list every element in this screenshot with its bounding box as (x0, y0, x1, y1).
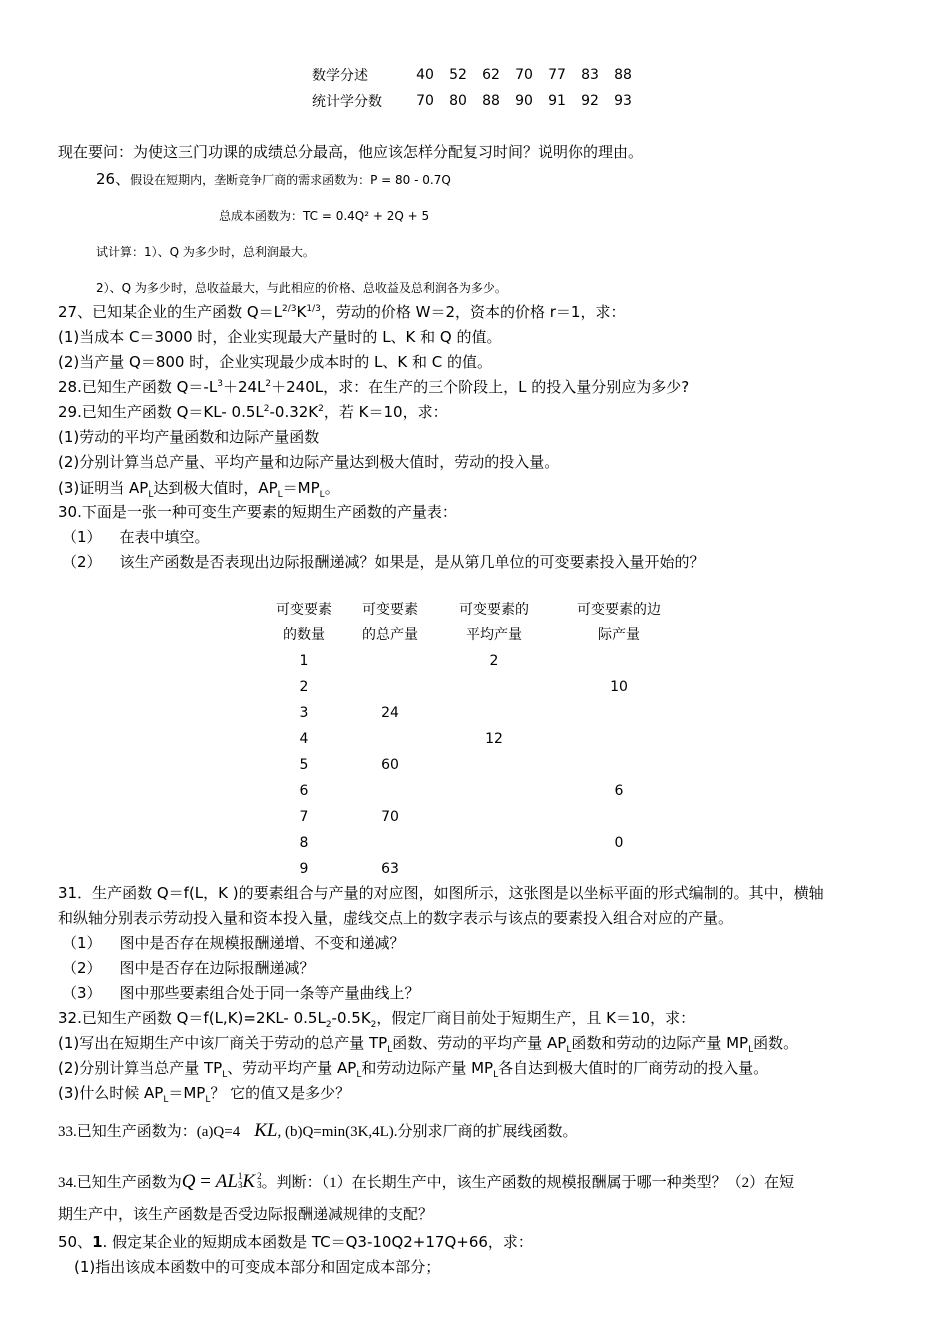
exponent: 2 (318, 404, 324, 414)
table-cell (434, 830, 554, 856)
math-symbol: Q (181, 1171, 196, 1192)
q32-text: -0.5K (331, 1009, 371, 1027)
denominator: 3 (257, 1180, 262, 1190)
subscript: L (148, 490, 154, 500)
subscript: 2 (325, 1020, 332, 1030)
subscript: 2 (370, 1020, 377, 1030)
q50-text: . 假定某企业的短期成本函数是 TC＝Q3-10Q2+17Q+66，求： (102, 1233, 533, 1251)
q32-text: 、劳动平均产量 AP (227, 1059, 357, 1077)
q28-text: 28.已知生产函数 Q＝-L (58, 378, 218, 396)
q27-text: ，劳动的价格 W＝2，资本的价格 r＝1，求： (320, 303, 626, 321)
numerator: 1 (237, 1171, 243, 1181)
q27-text: 27、已知某企业的生产函数 Q＝L (58, 303, 283, 321)
table-cell: 3 (299, 705, 309, 721)
math-symbol: = (195, 1171, 216, 1192)
q30-title: 30.下面是一张一种可变生产要素的短期生产函数的产量表： (58, 503, 457, 521)
header-line: 的数量 (283, 627, 325, 643)
subscript: L (222, 1070, 228, 1080)
table-cell: 91 (548, 93, 566, 109)
subscript: L (493, 1070, 499, 1080)
table-cell: 63 (381, 861, 399, 877)
q34-text: 34.已知生产函数为 (58, 1175, 182, 1191)
table-row (312, 62, 641, 88)
q26-calc-1: 试计算：1）、Q 为多少时，总利润最大。 (96, 245, 315, 259)
table-cell (346, 778, 434, 804)
q31-line1: 31．生产函数 Q＝f(L，K )的要素组合与产量的对应图，如图所示，这张图是以坐标平面的形式编制的。其中，横轴 (58, 884, 824, 902)
score-table (312, 62, 641, 114)
q32-text: ，假定厂商目前处于短期生产，且 K＝10，求： (376, 1009, 696, 1027)
subscript: L (163, 1095, 169, 1105)
table-cell (434, 778, 554, 804)
column-header (262, 598, 346, 648)
table-cell: 70 (381, 809, 399, 825)
q26-line1 (96, 169, 451, 190)
table-cell: 92 (581, 93, 599, 109)
q31-text: 图中是否存在边际报酬递减？ (119, 959, 315, 977)
table-cell: 2 (489, 653, 499, 669)
exponent: 2 (263, 404, 270, 414)
table-cell: 77 (548, 67, 566, 83)
q28-text: ＋240L，求：在生产的三个阶段上，L 的投入量分别应为多少? (271, 378, 690, 396)
q32-text: (3)什么时候 AP (58, 1084, 164, 1102)
table-cell (434, 804, 554, 830)
q32-text: 函数和劳动的边际产量 MP (571, 1034, 749, 1052)
q26-calc-2: 2）、Q 为多少时，总收益最大，与此相应的价格、总收益及总利润各为多少。 (96, 281, 507, 295)
q27-part1: (1)当成本 C＝3000 时，企业实现最大产量时的 L、K 和 Q 的值。 (58, 328, 502, 346)
table-cell (554, 752, 684, 778)
q29-text: ，若 K＝10，求： (323, 403, 448, 421)
column-header (346, 598, 434, 648)
q32-part1 (58, 1033, 798, 1053)
q32-text: 和劳动边际产量 MP (361, 1059, 494, 1077)
q33-text: , (b)Q=min(3K,4L).分别求厂商的扩展线函数。 (277, 1124, 578, 1140)
header-line: 的总产量 (362, 627, 418, 643)
row-label: 统计学分数 (312, 94, 382, 110)
table-cell (434, 752, 554, 778)
table-cell: 60 (381, 757, 399, 773)
table-row (262, 648, 684, 674)
q29-text: ＝MP (282, 479, 320, 497)
table-cell: 83 (581, 67, 599, 83)
q50-part1: (1)指出该成本函数中的可变成本部分和固定成本部分； (74, 1258, 441, 1276)
q33-text: 33.已知生产函数为：(a)Q=4 (58, 1124, 241, 1140)
q29-text: 达到极大值时，AP (153, 479, 278, 497)
table-cell: 40 (416, 67, 434, 83)
table-cell (554, 726, 684, 752)
table-cell: 12 (485, 731, 503, 747)
q32-text: 各自达到极大值时的厂商劳动的投入量。 (498, 1059, 769, 1077)
subscript: L (277, 490, 283, 500)
item-number: （1） (62, 934, 102, 952)
table-cell (554, 804, 684, 830)
q50-number: 1 (92, 1233, 103, 1251)
table-cell (346, 648, 434, 674)
table-cell: 52 (449, 67, 467, 83)
q34-text: 。判断：（1）在长期生产中，该生产函数的规模报酬属于哪一种类型？（2）在短 (261, 1175, 795, 1191)
q30-sub1 (62, 527, 210, 547)
q29-part3 (58, 478, 340, 498)
table-row (312, 88, 641, 114)
subscript: L (748, 1045, 754, 1055)
q32-text: 函数、劳动的平均产量 AP (392, 1034, 567, 1052)
q32-text: (2)分别计算当总产量 TP (58, 1059, 223, 1077)
header-line: 可变要素的边 (577, 602, 661, 618)
subscript: L (205, 1095, 211, 1105)
q26-cost-function: 总成本函数为：TC = 0.4Q² + 2Q + 5 (219, 209, 430, 223)
q29-part1: (1)劳动的平均产量函数和边际产量函数 (58, 428, 320, 446)
table-cell: 70 (416, 93, 434, 109)
exponent: 3 (217, 379, 223, 389)
table-cell (434, 856, 554, 882)
q32-text: 32.已知生产函数 Q＝f(L,K)=2KL- 0.5L (58, 1009, 326, 1027)
q27-title (58, 302, 625, 322)
table-cell (434, 674, 554, 700)
q30-text: 该生产函数是否表现出边际报酬递减？如果是，是从第几单位的可变要素投入量开始的？ (119, 553, 705, 571)
header-line: 可变要素 (362, 602, 418, 618)
table-cell (434, 700, 554, 726)
table-cell: 7 (299, 809, 309, 825)
table-cell: 88 (482, 93, 500, 109)
q30-sub2 (62, 552, 705, 572)
q31-sub2 (62, 958, 315, 978)
q29-text: (3)证明当 AP (58, 479, 149, 497)
table-row (262, 804, 684, 830)
q31-text: 图中那些要素组合处于同一条等产量曲线上？ (119, 984, 420, 1002)
q32-text: ？ 它的值又是多少？ (210, 1084, 351, 1102)
table-cell: 80 (449, 93, 467, 109)
table-row (262, 856, 684, 882)
table-row (262, 778, 684, 804)
q31-sub3 (62, 983, 420, 1003)
q32-part2 (58, 1058, 768, 1078)
q32-text: 函数。 (753, 1034, 799, 1052)
table-cell: 0 (614, 835, 624, 851)
q29-title (58, 402, 448, 422)
q32-title (58, 1008, 695, 1028)
q50-title (58, 1232, 533, 1252)
table-cell (554, 648, 684, 674)
q30-text: 在表中填空。 (119, 528, 210, 546)
q29-text: 29.已知生产函数 Q＝KL- 0.5L (58, 403, 264, 421)
q29-text: -0.32K (269, 403, 319, 421)
item-number: （3） (62, 984, 102, 1002)
q28-text: ＋24L (222, 378, 266, 396)
table-row (262, 830, 684, 856)
table-cell: 6 (614, 783, 624, 799)
header-line: 可变要素 (276, 602, 332, 618)
subscript: L (356, 1070, 362, 1080)
numerator: 2 (257, 1171, 262, 1181)
table-cell (554, 700, 684, 726)
table-cell: 10 (610, 679, 628, 695)
table-cell: 70 (515, 67, 533, 83)
table-cell: 4 (299, 731, 309, 747)
header-line: 可变要素的 (459, 602, 529, 618)
table-cell: 2 (299, 679, 309, 695)
column-header (434, 598, 554, 648)
table-cell (346, 726, 434, 752)
table-cell: 90 (515, 93, 533, 109)
table-cell: 1 (299, 653, 309, 669)
column-header (554, 598, 684, 648)
q33-line (58, 1121, 578, 1142)
item-number: （2） (62, 553, 102, 571)
exponent: 2/3 (282, 304, 297, 314)
math-symbol: K (242, 1171, 256, 1192)
header-line: 际产量 (598, 627, 640, 643)
exponent: 1/3 (306, 304, 321, 314)
q27-text: K (296, 303, 307, 321)
denominator: 3 (237, 1180, 243, 1190)
production-table (262, 598, 684, 882)
q32-text: (1)写出在短期生产中该厂商关于劳动的总产量 TP (58, 1034, 388, 1052)
q29-part2: (2)分别计算当总产量、平均产量和边际产量达到极大值时，劳动的投入量。 (58, 453, 560, 471)
math-expression: KL (254, 1120, 278, 1141)
exponent: 2 (265, 379, 272, 389)
subscript: L (387, 1045, 393, 1055)
q26-number: 26、 (96, 170, 131, 188)
table-row (262, 674, 684, 700)
subscript: L (319, 490, 325, 500)
math-symbol: AL (215, 1171, 238, 1192)
table-row (262, 726, 684, 752)
q31-line2: 和纵轴分别表示劳动投入量和资本投入量，虚线交点上的数字表示与该点的要素投入组合对应的产量。 (58, 909, 734, 927)
item-number: （1） (62, 528, 102, 546)
table-cell: 6 (299, 783, 309, 799)
q28-title (58, 377, 689, 397)
q26-demand: 假设在短期内，垄断竞争厂商的需求函数为：P = 80 - 0.7Q (130, 173, 451, 187)
q50-text: 50、 (58, 1233, 93, 1251)
row-label: 数学分述 (312, 68, 368, 84)
table-cell: 62 (482, 67, 500, 83)
subscript: L (566, 1045, 572, 1055)
q32-text: ＝MP (168, 1084, 206, 1102)
table-cell: 9 (299, 861, 309, 877)
header-line: 平均产量 (466, 627, 522, 643)
q34-line1 (58, 1172, 794, 1193)
table-row (262, 752, 684, 778)
q32-part3 (58, 1083, 350, 1103)
q27-part2: (2)当产量 Q＝800 时，企业实现最少成本时的 L、K 和 C 的值。 (58, 353, 492, 371)
table-cell: 8 (299, 835, 309, 851)
table-cell: 88 (614, 67, 632, 83)
table-row (262, 700, 684, 726)
table-cell: 93 (614, 93, 632, 109)
q29-text: 。 (324, 479, 340, 497)
table-cell: 24 (381, 705, 399, 721)
table-header-row (262, 598, 684, 648)
table-cell (554, 856, 684, 882)
q31-sub1 (62, 933, 405, 953)
table-cell: 5 (299, 757, 309, 773)
q34-line2: 期生产中，该生产函数是否受边际报酬递减规律的支配？ (58, 1207, 434, 1223)
table-cell (346, 830, 434, 856)
q31-text: 图中是否存在规模报酬递增、不变和递减？ (119, 934, 405, 952)
q25-question: 现在要问：为使这三门功课的成绩总分最高，他应该怎样分配复习时间？说明你的理由。 (58, 143, 644, 161)
table-cell (346, 674, 434, 700)
item-number: （2） (62, 959, 102, 977)
